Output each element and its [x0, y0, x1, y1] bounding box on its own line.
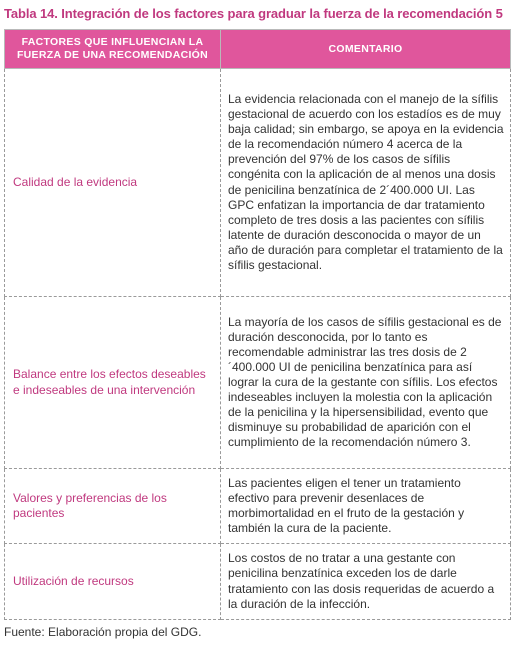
table-row [5, 544, 511, 620]
table-header-row [5, 30, 511, 69]
table-row [5, 69, 511, 297]
comment-cell: La evidencia relacionada con el manejo de la sífilis gestacional de acuerdo con los estadíos es de muy baja calidad; sin embargo, se apoya en la evidencia de la recomendación número 4 acerca de la prevención del 97% de los casos de sífilis congénita con la aplicación de al menos una dosis de penicilina benzatínica de 2´400.000 UI. Las GPC enfatizan la importancia de dar tratamiento completo de tres dosis a las pacientes con sífilis latente de duración desconocida o mayor de un año de duración para completar el tratamiento de la sífilis gestacional. [221, 69, 511, 297]
table-source-note: Fuente: Elaboración propia del GDG. [4, 625, 202, 639]
recommendation-factors-table [4, 29, 511, 620]
factor-cell: Calidad de la evidencia [5, 69, 221, 297]
table-row [5, 469, 511, 544]
column-header-factors: FACTORES QUE INFLUENCIAN LA FUERZA DE UNA RECOMENDACIÓN [5, 30, 221, 69]
table-caption: Tabla 14. Integración de los factores para graduar la fuerza de la recomendación 5 [4, 6, 503, 21]
table-row [5, 297, 511, 469]
comment-cell: Las pacientes eligen el tener un tratamiento efectivo para prevenir desenlaces de morbimortalidad en el fruto de la gestación y también la cura de la paciente. [221, 469, 511, 544]
column-header-comment: COMENTARIO [221, 30, 511, 69]
factor-cell: Valores y preferencias de los pacientes [5, 469, 221, 544]
comment-cell: La mayoría de los casos de sífilis gestacional es de duración desconocida, por lo tanto es recomendable administrar las tres dosis de 2´400.000 UI de penicilina benzatínica para así lograr la cura de la gestante con sífilis. Los efectos indeseables incluyen la molestia con la aplicación de la penicilina y la hipersensibilidad, evento que disminuye su probabilidad de aparición con el cumplimiento de la recomendación número 3. [221, 297, 511, 469]
factor-cell: Balance entre los efectos deseables e indeseables de una intervención [5, 297, 221, 469]
comment-cell: Los costos de no tratar a una gestante con penicilina benzatínica exceden los de darle tratamiento con las dosis requeridas de acuerdo a la duración de la infección. [221, 544, 511, 620]
factor-cell: Utilización de recursos [5, 544, 221, 620]
